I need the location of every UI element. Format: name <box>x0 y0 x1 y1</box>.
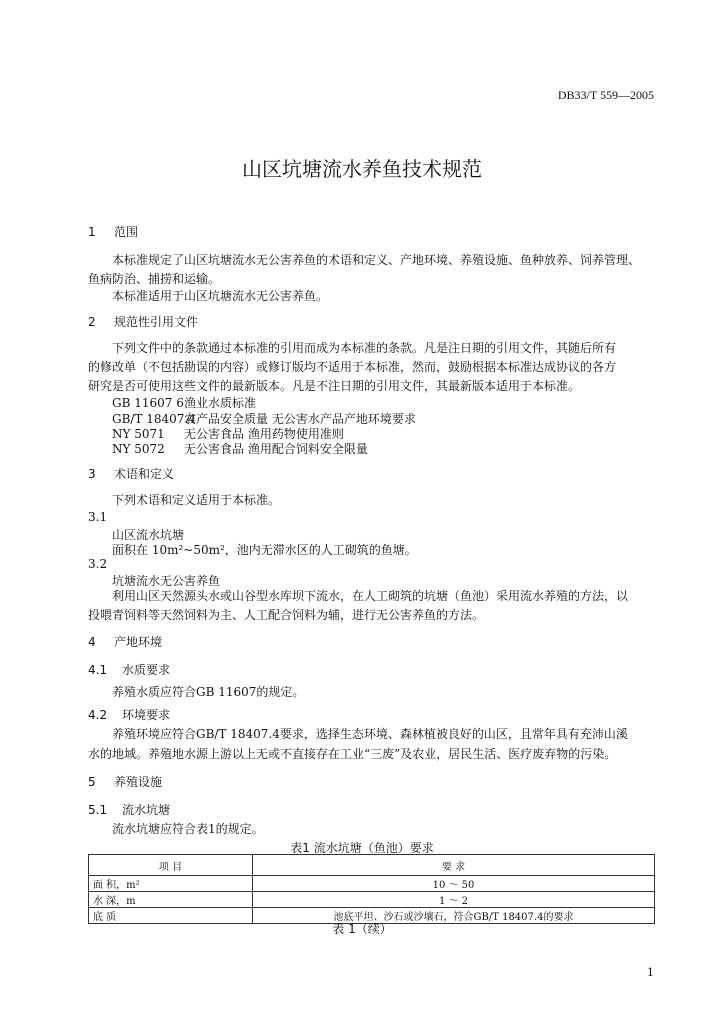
table-cell: 1 ～ 2 <box>253 892 655 908</box>
table-cell: 面 积，m² <box>89 876 253 892</box>
table-row <box>89 876 655 892</box>
section-5-1-paragraph: 流水坑塘应符合表1的规定。 <box>112 822 264 836</box>
document-title: 山区坑塘流水养鱼技术规范 <box>242 157 482 181</box>
standard-code: DB33/T 559—2005 <box>557 88 654 102</box>
reference-item: GB 11607 6渔业水质标准 <box>112 396 257 410</box>
section-4-2-heading: 4.2 环境要求 <box>88 708 171 722</box>
term-3-2-definition: 利用山区天然源头水或山谷型水库坝下流水，在人工砌筑的坑塘（鱼池）采用流水养殖的方法，以 <box>112 589 629 603</box>
table-1 <box>88 854 655 924</box>
section-3-heading: 3 术语和定义 <box>88 467 175 481</box>
section-2-paragraph-cont-2: 研究是否可使用这些文件的最新版本。凡是不注日期的引用文件，其最新版本适用于本标准。 <box>88 379 581 393</box>
term-3-1-definition: 面积在 10m²~50m²，池内无滞水区的人工砌筑的鱼塘。 <box>112 543 417 557</box>
table-1-continued-caption: 表 1（续） <box>332 922 392 936</box>
term-3-1-name: 山区流水坑塘 <box>112 528 185 542</box>
table-header-item: 项 目 <box>89 855 253 876</box>
table-header-requirement: 要 求 <box>253 855 655 876</box>
term-3-2-number: 3.2 <box>88 557 108 571</box>
section-2-paragraph-cont-1: 的修改单（不包括勘误的内容）或修订版均不适用于本标准，然而，鼓励根据本标准达成协议的各方 <box>88 360 617 374</box>
section-1-heading: 1 范围 <box>88 225 139 239</box>
section-2-paragraph: 下列文件中的条款通过本标准的引用而成为本标准的条款。凡是注日期的引用文件，其随后所有 <box>112 341 617 355</box>
section-5-1-heading: 5.1 流水坑塘 <box>88 803 171 817</box>
reference-item: NY 5072 无公害食品 渔用配合饲料安全限量 <box>112 442 368 456</box>
reference-item: NY 5071 无公害食品 渔用药物使用准则 <box>112 427 344 441</box>
table-header-row <box>89 855 655 876</box>
section-1-paragraph-2: 本标准适用于山区坑塘流水无公害养鱼。 <box>112 289 329 303</box>
section-3-paragraph: 下列术语和定义适用于本标准。 <box>112 493 281 507</box>
term-3-2-name: 坑塘流水无公害养鱼 <box>112 574 221 588</box>
section-1-paragraph-1-cont: 鱼病防治、捕捞和运输。 <box>88 272 221 286</box>
table-cell: 10 ～ 50 <box>253 876 655 892</box>
section-4-1-paragraph: 养殖水质应符合GB 11607的规定。 <box>112 685 305 699</box>
term-3-1-number: 3.1 <box>88 510 108 524</box>
section-4-2-paragraph: 养殖环境应符合GB/T 18407.4要求，选择生态环境、森林植被良好的山区，且常年具有充沛山溪 <box>112 727 628 741</box>
table-1-caption: 表1 流水坑塘（鱼池）要求 <box>290 841 434 855</box>
table-cell: 底 质 <box>89 908 253 924</box>
section-2-heading: 2 规范性引用文件 <box>88 315 199 329</box>
term-3-2-definition-cont: 投喂青饲料等天然饲料为主、人工配合饲料为辅，进行无公害养鱼的方法。 <box>88 608 485 622</box>
section-1-paragraph-1: 本标准规定了山区坑塘流水无公害养鱼的术语和定义、产地环境、养殖设施、鱼种放养、饲养管理、 <box>112 253 641 267</box>
table-row <box>89 892 655 908</box>
page-number: 1 <box>647 966 654 979</box>
table-cell: 水 深，m <box>89 892 253 908</box>
section-5-heading: 5 养殖设施 <box>88 775 163 789</box>
table-cell: 池底平坦、沙石或沙壤石，符合GB/T 18407.4的要求 <box>253 908 655 924</box>
section-4-heading: 4 产地环境 <box>88 635 163 649</box>
section-4-1-heading: 4.1 水质要求 <box>88 663 171 677</box>
reference-item: GB/T 18407.4农产品安全质量 无公害水产品产地环境要求 <box>112 412 416 426</box>
section-4-2-paragraph-cont: 水的地域。养殖地水源上游以上无或不直接存在工业“三废”及农业，居民生活、医疗废弃物的污染。 <box>88 747 617 761</box>
